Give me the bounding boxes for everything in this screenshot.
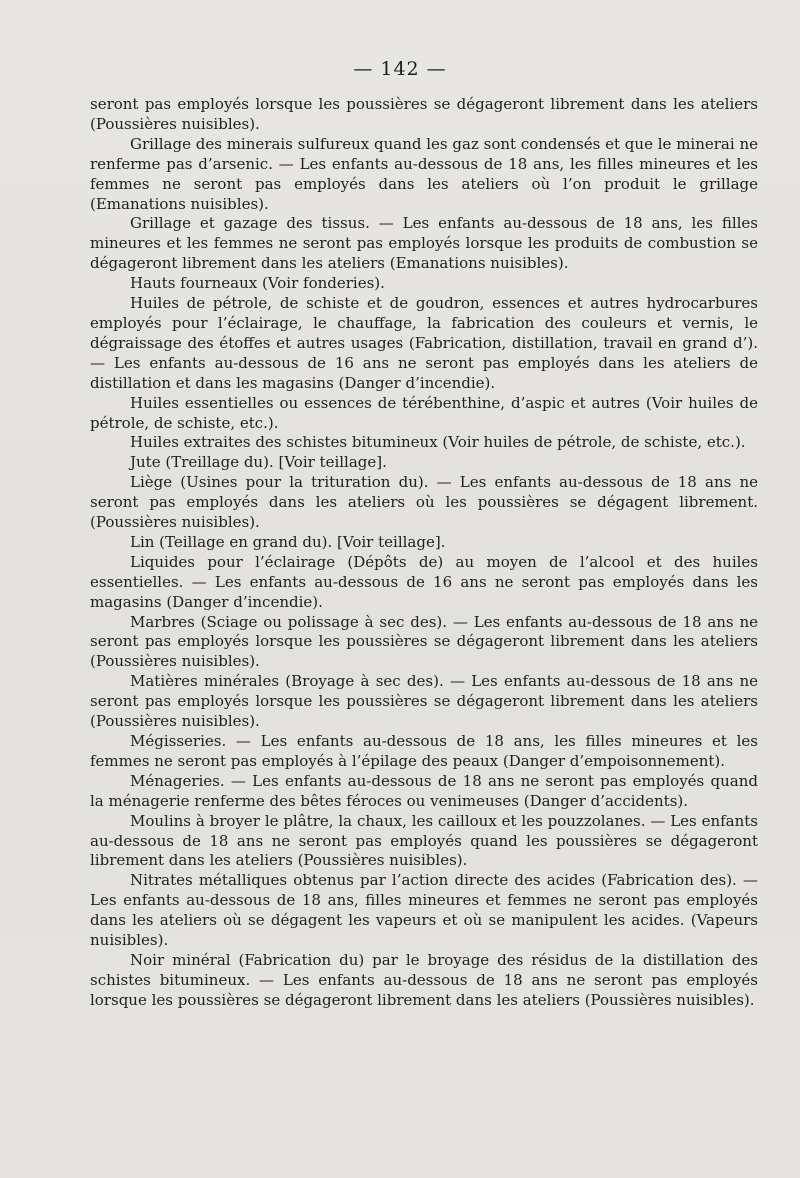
body-text bbox=[90, 95, 758, 1011]
paragraph-huiles-schistes: Huiles extraites des schistes bitumineux (Voir huiles de pétrole, de schiste, etc.). bbox=[130, 433, 746, 452]
paragraph-huiles-petrole: Huiles de pétrole, de schiste et de goudron, essences et autres hydrocarbures employés pour l’éclairage, le chauffage, la fabrication des couleurs et vernis, le dégraissage des étoffes et autres usages (Fabrication, distillation, travail en grand d’). — Les enfants au-dessous de 16 ans ne seront pas employés dans les ateliers de distillation et dans les magasins (Danger d’incendie). bbox=[90, 294, 758, 392]
paragraph-grillage-tissus: Grillage et gazage des tissus. — Les enfants au-dessous de 18 ans, les filles mineures et les femmes ne seront pas employés lorsque les produits de combustion se dégageront librement dans les ateliers (Emanations nuisibles). bbox=[90, 214, 758, 273]
paragraph-grillage-minerais: Grillage des minerais sulfureux quand les gaz sont condensés et que le minerai ne renferme pas d’arsenic. — Les enfants au-dessous de 18 ans, les filles mineures et les femmes ne seront pas employés dans les ateliers où l’on produit le grillage (Emanations nuisibles). bbox=[90, 134, 758, 213]
paragraph-liege: Liège (Usines pour la trituration du). — Les enfants au-dessous de 18 ans ne seront pas employés dans les ateliers où les poussières se dégagent librement. (Poussières nuisibles). bbox=[90, 473, 758, 532]
paragraph-jute: Jute (Treillage du). [Voir teillage]. bbox=[130, 453, 387, 472]
paragraph-lin: Lin (Teillage en grand du). [Voir teillage]. bbox=[130, 532, 446, 551]
page-number: — 142 — bbox=[353, 58, 447, 80]
paragraph-noir-mineral: Noir minéral (Fabrication du) par le broyage des résidus de la distillation des schistes bitumineux. — Les enfants au-dessous de 18 ans ne seront pas employés lorsque les poussières se dégageront librement dans les ateliers (Poussières nuisibles). bbox=[90, 950, 758, 1009]
paragraph-moulins: Moulins à broyer le plâtre, la chaux, les cailloux et les pouzzolanes. — Les enfants au-dessous de 18 ans ne seront pas employés quand les poussières se dégageront librement dans les ateliers (Poussières nuisibles). bbox=[90, 811, 758, 870]
paragraph-marbres: Marbres (Sciage ou polissage à sec des). — Les enfants au-dessous de 18 ans ne seront pas employés lorsque les poussières se dégageront librement dans les ateliers (Poussières nuisibles). bbox=[90, 612, 758, 671]
paragraph-continuation: seront pas employés lorsque les poussières se dégageront librement dans les ateliers (Poussières nuisibles). bbox=[90, 95, 758, 133]
paragraph-liquides: Liquides pour l’éclairage (Dépôts de) au moyen de l’alcool et des huiles essentielles. — Les enfants au-dessous de 16 ans ne seront pas employés dans les magasins (Danger d’incendie). bbox=[90, 552, 758, 611]
paragraph-nitrates: Nitrates métalliques obtenus par l’action directe des acides (Fabrication des). — Les enfants au-dessous de 18 ans, filles mineures et femmes ne seront pas employés dans les ateliers où se dégagent les vapeurs et où se manipulent les acides. (Vapeurs nuisibles). bbox=[90, 871, 758, 950]
paragraph-megisseries: Mégisseries. — Les enfants au-dessous de 18 ans, les filles mineures et les femmes ne seront pas employés à l’épilage des peaux (Danger d’empoisonnement). bbox=[90, 732, 758, 770]
paragraph-matieres-minerales: Matières minérales (Broyage à sec des). — Les enfants au-dessous de 18 ans ne seront pas employés lorsque les poussières se dégageront librement dans les ateliers (Poussières nuisibles). bbox=[90, 672, 758, 731]
paragraph-menageries: Ménageries. — Les enfants au-dessous de 18 ans ne seront pas employés quand la ménagerie renferme des bêtes féroces ou venimeuses (Danger d’accidents). bbox=[90, 771, 758, 810]
paragraph-huiles-essentielles: Huiles essentielles ou essences de térébenthine, d’aspic et autres (Voir huiles de pétrole, de schiste, etc.). bbox=[90, 393, 758, 432]
paragraph-hauts-fourneaux: Hauts fourneaux (Voir fonderies). bbox=[130, 274, 385, 293]
